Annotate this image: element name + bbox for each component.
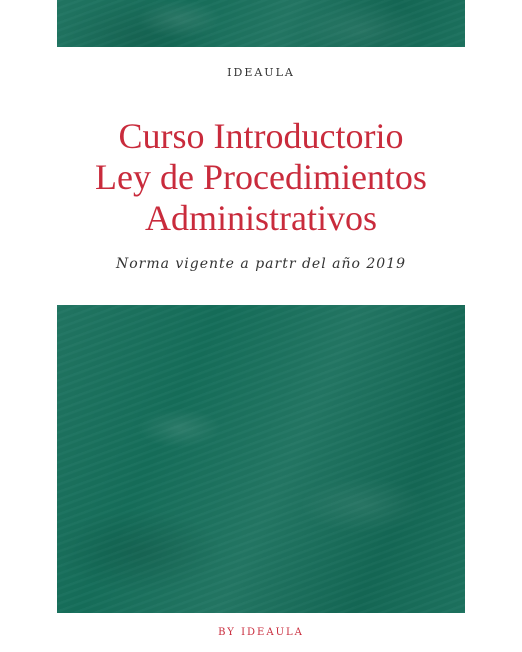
chalkboard-image-bottom: [57, 305, 465, 613]
title-line: Administrativos: [145, 198, 377, 238]
document-title: [0, 116, 522, 239]
author-byline: BY IDEAULA: [218, 627, 304, 638]
publisher-name: IDEAULA: [227, 66, 295, 79]
title-line: Curso Introductorio: [118, 116, 404, 156]
document-subtitle: Norma vigente a partr del año 2019: [115, 256, 407, 272]
title-line: Ley de Procedimientos: [95, 157, 427, 197]
chalkboard-image-top: [57, 0, 465, 47]
